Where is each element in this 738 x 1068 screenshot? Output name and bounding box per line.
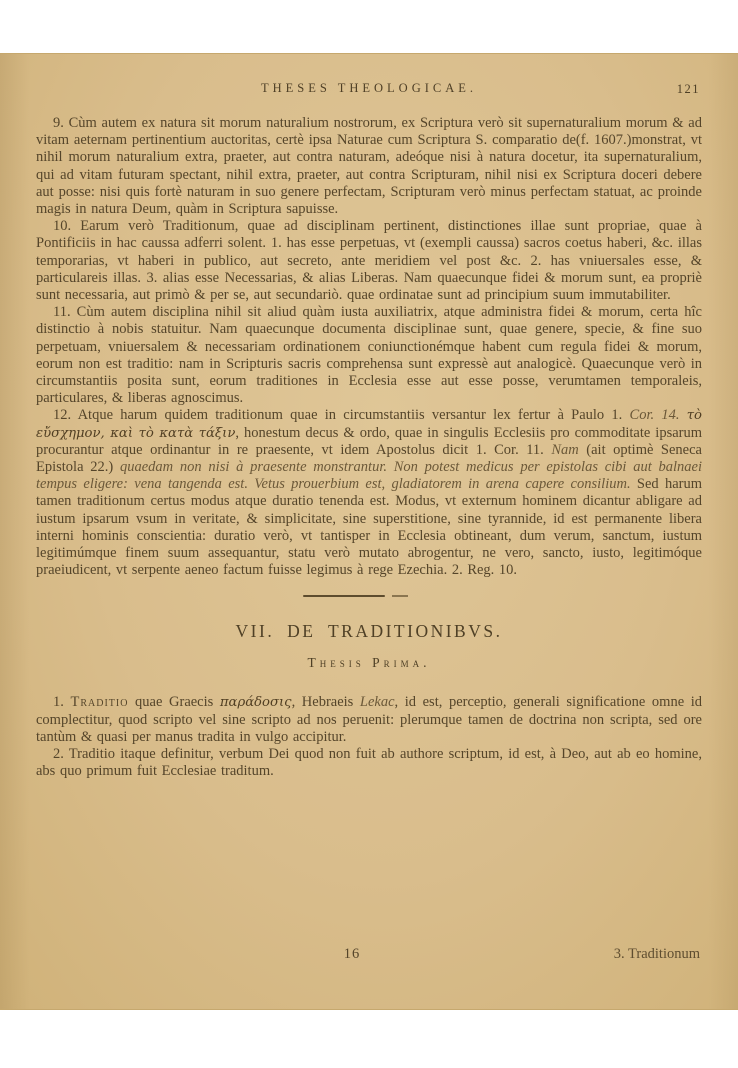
- paragraph-2: [36, 746, 702, 780]
- text-segment-normal: quae Graecis: [128, 694, 220, 711]
- page-number: 121: [676, 82, 700, 96]
- text-segment-normal: (ait optimè Seneca Epistola 22.): [36, 441, 702, 476]
- text-segment-normal: , Hebraeis: [291, 694, 360, 711]
- text-segment-greek: παράδοσις: [219, 695, 292, 711]
- text-segment-greek: τὸ εὔσχημον, καὶ τὸ κατὰ τάξιν: [36, 408, 702, 441]
- divider-dash: [392, 595, 408, 597]
- text-segment-italic: Nam: [551, 441, 587, 458]
- signature-mark: 16: [343, 946, 361, 962]
- text-segment-italic: Cor. 14.: [629, 407, 687, 424]
- running-head: [36, 81, 702, 98]
- text-segment-normal: 9. Cùm autem ex natura sit morum naturalium nostrorum, ex Scriptura verò sit supernaturalium morum & ad vitam aeternam pertinentium auctoritas, certè ipsa Naturae cum Scriptura S. comparatio de(f. 1607.)monstrat, vt nihil morum naturalium extra, praeter, aut contra naturam, adeóque nisi à natura docetur, ita supernaturalium, qui ad vitam futuram spectant, nihil extra, praeter, aut contra Scripturam, nihil nisi ex Scriptura doceri debere aut posse: nisi quis fortè naturam in suo genere perfectam, Scripturam verò minus perfectam statuat, ac proinde magis in natura Deum, quàm in Scriptura sapuisse.: [36, 115, 702, 218]
- catchword: 3. Traditionum: [613, 946, 700, 962]
- text-segment-normal: 12. Atque harum quidem traditionum quae in circumstantiis versantur lex fertur à Paulo 1.: [53, 407, 630, 424]
- thesis-text-block: [36, 694, 702, 780]
- paragraph-1: [36, 694, 702, 746]
- running-title: THESES THEOLOGICAE.: [260, 81, 478, 95]
- body-text-block: [36, 115, 702, 579]
- paragraph-10: [36, 218, 702, 304]
- text-segment-smallcaps: Traditio: [70, 694, 129, 711]
- paragraph-11: [36, 304, 702, 407]
- page-content: [0, 54, 738, 781]
- text-segment-normal: 10. Earum verò Traditionum, quae ad disciplinam pertinent, distinctiones illae sunt propriae, quae à Pontificiis in hac caussa adferri solent. 1. has esse perpetuas, vt (exempli caussa) sacros coetus haberi, &c. illas temporarias, vt haberi in publico, aut secreto, ante meridiem vel post &c. 2. has vniuersales esse, & particulareis illas. 3. alias esse Necessarias, & alias Liberas. Nam quaecunque fidei & morum sunt, ea propriè sunt necessaria, aut primò & per se, aut secundariò. quae ordinatae sunt ad principium suum immutabiliter.: [36, 218, 702, 304]
- page-footer: [36, 946, 702, 964]
- text-segment-italic: Lekac: [359, 694, 395, 711]
- text-segment-normal: Sed harum tamen traditionum certus modus atque duratio tenenda est. Modus, vt externum hominem dicantur abligare ad iustum ipsarum vsum in veritate, & simplicitate, sine superstitione, sine tyrannide, id est permanente libera interni hominis conscientia: duratio verò, vt tantisper in Ecclesia obtineant, dum verum, sanctum, iustum legitimúmque finem suum assequantur, statu verò mutato abrogentur, ne vero, sancto, iusto, legitimóque praeiudicent, vt serpente aeneo factum fuisse legimus à rege Ezechia. 2. Reg. 10.: [36, 476, 702, 579]
- thesis-subheading: Thesis Prima.: [307, 655, 431, 671]
- text-segment-normal: , id est, perceptio, generali significatione omne id complectitur, quod scripto vel sine scripto ad nos peruenit: plerumque tamen de doctrina non scripta, sed ore tantùm & quasi per manus tradita in vulgo accipitur.: [36, 694, 703, 745]
- text-segment-normal: 2. Traditio itaque definitur, verbum Dei quod non fuit ab authore scriptum, id est, à Deo, aut ab eo homine, abs quo primum fuit Ecclesiae traditum.: [36, 746, 702, 780]
- section-heading: VII. DE TRADITIONIBVS.: [235, 621, 503, 642]
- text-segment-normal: 1.: [53, 694, 71, 711]
- divider-line: [303, 595, 385, 597]
- paragraph-9: [36, 115, 702, 218]
- section-divider-rule: [22, 594, 688, 597]
- text-segment-normal: 11. Cùm autem disciplina nihil sit aliud quàm iusta auxiliatrix, atque administra fidei & morum, certa hîc distinctio à nobis statuitur. Nam quaecunque documenta disciplinae sunt, quae genere, specie, & fine suo perpetuam, vniuersalem & necessariam ordinationem coniunctionémque habent cum regula fidei & morum, eorum non est traditio: nam in Scripturis sacris comprehensa sunt expressè aut analogicè. Quaecunque verò in circumstantiis posita sunt, eorum traditiones in Ecclesia esse aut esse posse, verumtamen temporaleis, particulares, & liberas agnoscimus.: [36, 304, 702, 407]
- text-segment-italic: quaedam non nisi à praesente monstrantur. Non potest medicus per epistolas cibi aut balnaei tempus eligere: vena tangenda est. Vetus prouerbium est, gladiatorem in arena capere consilium.: [36, 459, 702, 493]
- text-segment-normal: , honestum decus & ordo, quae in singulis Ecclesiis pro commoditate ipsarum procurantur atque ordinantur in re praesente, vt idem Apostolus dicit 1. Cor. 11.: [36, 424, 703, 458]
- paragraph-12: [36, 407, 702, 579]
- book-page: [0, 53, 738, 1010]
